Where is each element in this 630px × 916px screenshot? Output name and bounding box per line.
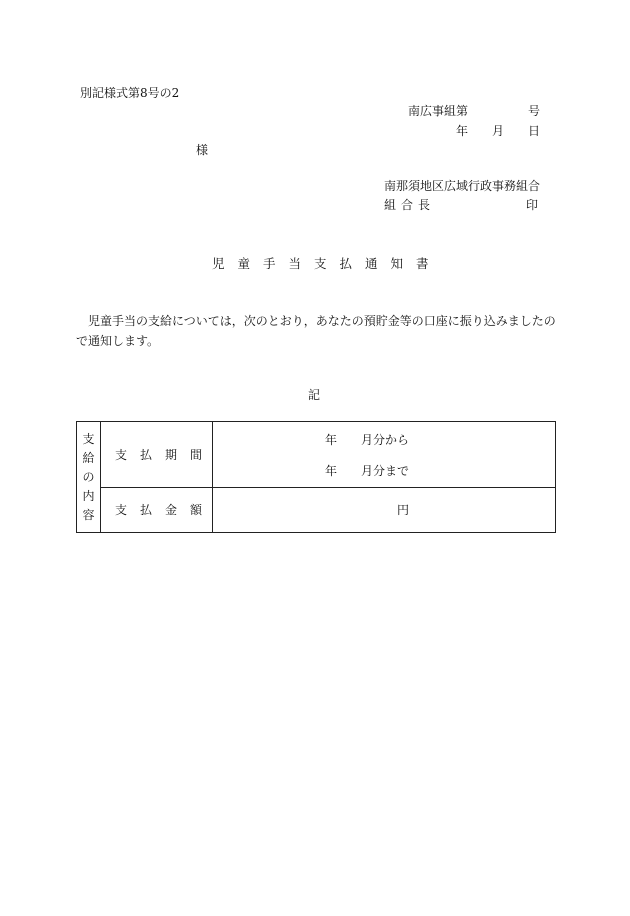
payment-amount-label: 支払金額 [115,503,216,517]
issuer-organization: 南那須地区広域行政事務組合 [384,179,541,193]
recipient-honorific: 様 [196,143,209,157]
date-month-label: 月 [492,124,505,138]
table-divider-vertical [100,422,101,532]
side-label-char: 給 [82,450,95,465]
payment-contents-side-label [77,422,100,532]
side-label-char: 支 [82,431,95,446]
payment-detail-table [76,421,556,533]
issue-number-suffix: 号 [528,104,541,118]
payment-period-to: 年 月分まで [325,464,410,478]
payment-period-label: 支払期間 [115,448,216,462]
date-year-label: 年 [456,124,469,138]
document-title: 児童手当支払通知書 [212,256,442,271]
issue-number-prefix: 南広事組第 [408,104,469,118]
date-day-label: 日 [528,124,541,138]
side-label-char: の [82,469,95,484]
form-number-label: 別記様式第8号の2 [80,86,180,100]
body-paragraph: 児童手当の支給については，次のとおり，あなたの預貯金等の口座に振り込みましたので通知します。 [76,314,556,348]
issuer-seal-mark: 印 [526,198,539,212]
side-label-char: 容 [82,507,95,522]
payment-amount-unit: 円 [397,503,410,517]
table-divider-horizontal [100,487,555,488]
ki-heading: 記 [308,388,321,402]
issuer-title: 組合長 [384,198,436,212]
side-label-char: 内 [82,488,95,503]
payment-period-from: 年 月分から [325,433,410,447]
